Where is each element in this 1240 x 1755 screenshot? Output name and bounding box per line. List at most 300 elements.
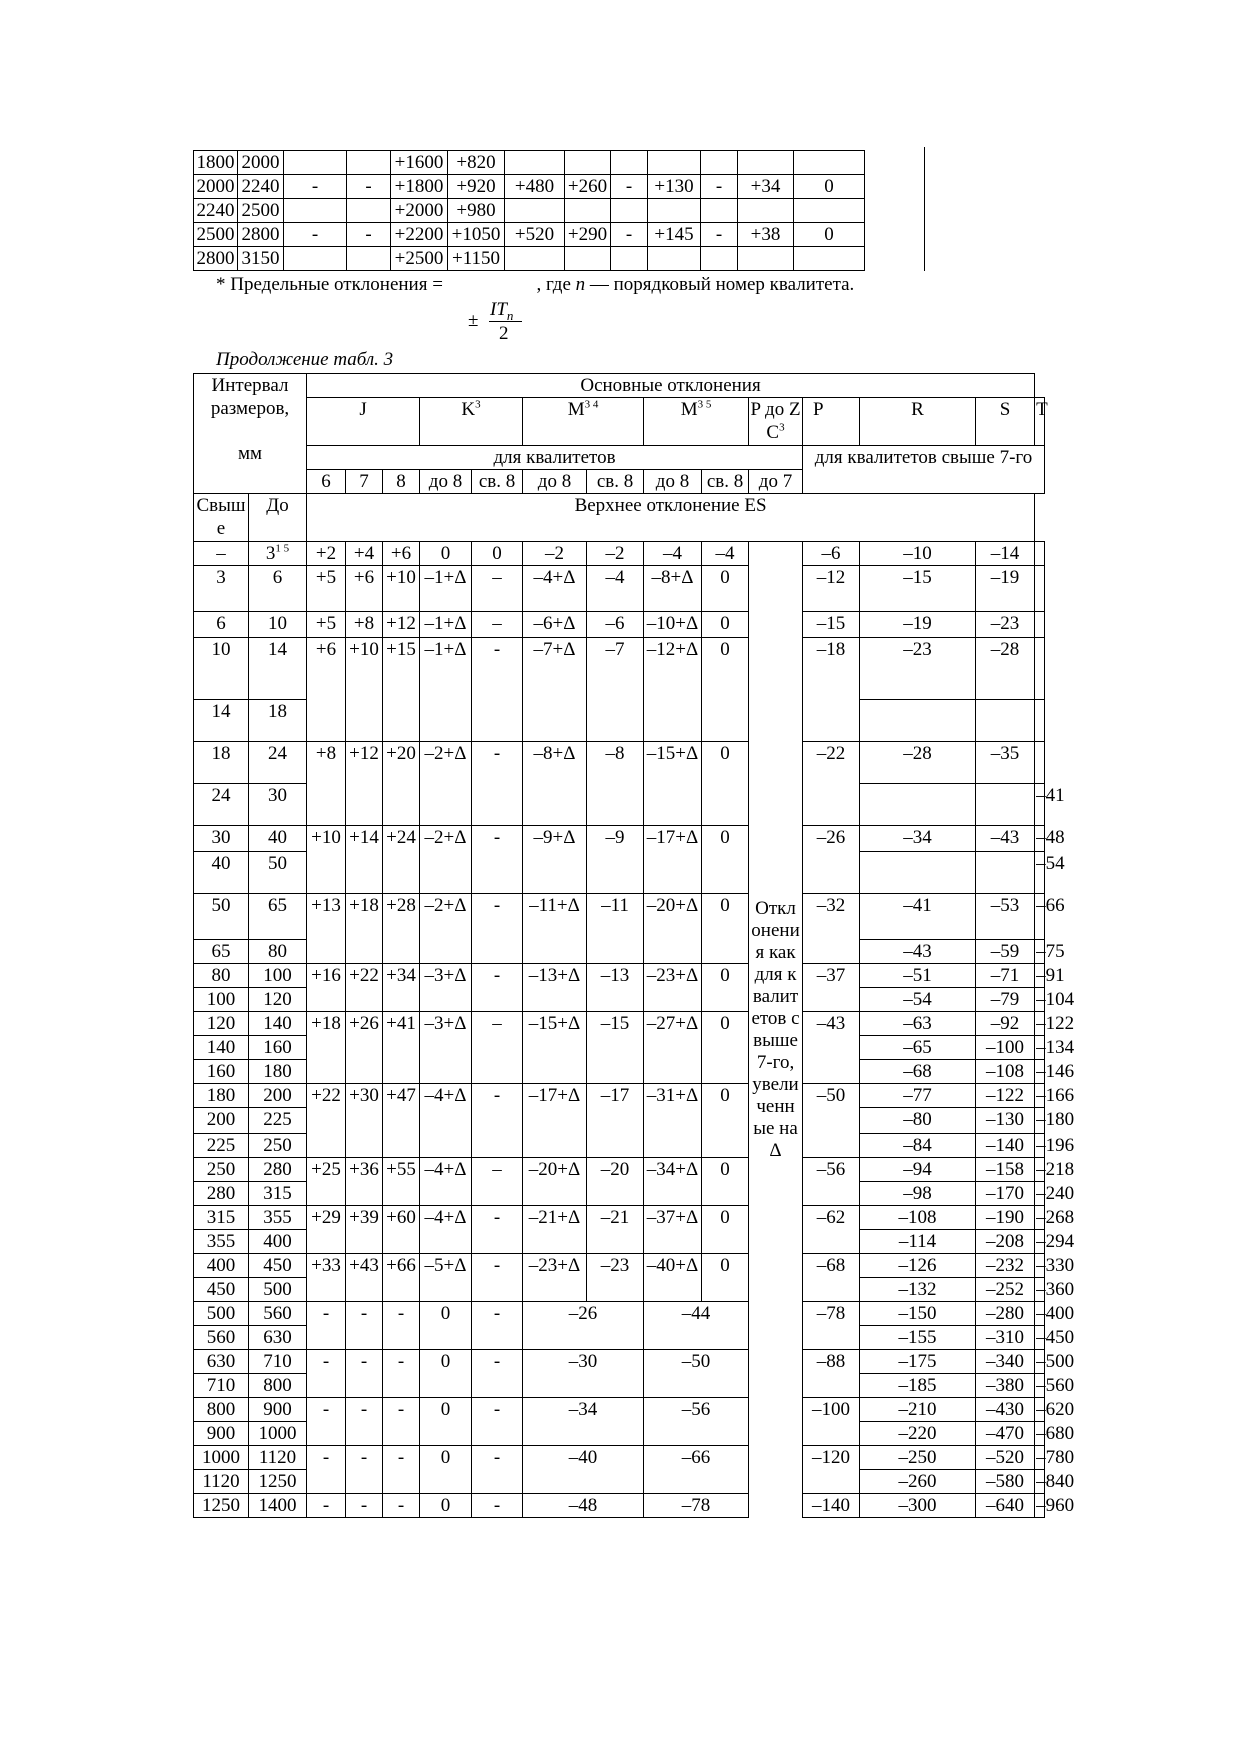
cell-to [249, 700, 307, 742]
cell-n2: 0 [702, 1206, 749, 1254]
cell-from: 710 [194, 1374, 249, 1398]
top-cell-to: 2500 [238, 199, 284, 223]
cell-from: 120 [194, 1012, 249, 1036]
top-cell-c10 [648, 151, 701, 175]
cell-k2: - [472, 1446, 523, 1494]
cell-to [249, 1060, 307, 1084]
cell-to-value: 200 [263, 1085, 292, 1106]
top-cell-c10: +145 [648, 223, 701, 247]
cell-from: 3 [194, 566, 249, 612]
cell-to-value: 710 [263, 1351, 292, 1372]
cell-j8: - [383, 1494, 420, 1518]
cell-to-value: 24 [268, 743, 287, 764]
cell-from: 100 [194, 988, 249, 1012]
cell-to [249, 784, 307, 826]
cell-n2: 0 [702, 1158, 749, 1206]
cell-r: –250 [860, 1446, 976, 1470]
top-cell-c7 [505, 199, 565, 223]
cell-to-value: 3 [265, 543, 276, 564]
col-m1-label: M [567, 399, 585, 420]
cell-m2: –23 [587, 1254, 644, 1302]
cell-to [249, 1494, 307, 1518]
cell-j7: +22 [346, 964, 383, 1012]
top-cell-c4: - [347, 175, 391, 199]
cell-n1: –31+Δ [644, 1084, 702, 1158]
cell-k1: –5+Δ [420, 1254, 472, 1302]
cell-s: –130 [976, 1108, 1035, 1134]
table-row [194, 638, 1045, 700]
cell-from: 10 [194, 638, 249, 700]
cell-j8: - [383, 1350, 420, 1398]
cell-k2: - [472, 1494, 523, 1518]
interval-label-3: мм [237, 443, 263, 464]
cell-m2: –11 [587, 894, 644, 964]
top-cell-c6: +820 [448, 151, 505, 175]
cell-j6: +5 [307, 566, 346, 612]
table-row [194, 1302, 1045, 1326]
cell-r: –80 [860, 1108, 976, 1134]
cell-r [860, 852, 976, 894]
formula-plus-minus: ± [468, 310, 479, 331]
cell-k2: 0 [472, 542, 523, 566]
cell-t: –780 [1036, 1447, 1075, 1468]
cell-to [249, 542, 307, 566]
cell-s: –520 [976, 1446, 1035, 1470]
cell-k2: - [472, 638, 523, 742]
cell-m-merged: –30 [523, 1350, 644, 1398]
cell-r: –175 [860, 1350, 976, 1374]
cell-m1: –13+Δ [523, 964, 587, 1012]
n-upto8-header: до 8 [644, 470, 702, 494]
cell-j7: +12 [346, 742, 383, 826]
cell-j6: - [307, 1494, 346, 1518]
cell-s [976, 784, 1035, 826]
cell-j7: - [346, 1494, 383, 1518]
top-cell-c9: - [611, 175, 648, 199]
cell-p: –32 [803, 894, 860, 964]
for-qualities-header: для квалитетов [307, 446, 803, 470]
cell-to-value: 800 [263, 1375, 292, 1396]
over-header: Свыше [194, 494, 249, 542]
cell-t: –196 [1036, 1135, 1075, 1156]
cell-j6: - [307, 1350, 346, 1398]
cell-s: –100 [976, 1036, 1035, 1060]
cell-r: –98 [860, 1182, 976, 1206]
cell-k1: 0 [420, 1494, 472, 1518]
top-cell-c11 [701, 151, 738, 175]
cell-r: –77 [860, 1084, 976, 1108]
cell-t: –54 [1035, 852, 1045, 894]
cell-s: –28 [976, 638, 1035, 700]
top-cell-c10 [648, 199, 701, 223]
cell-j6: +18 [307, 1012, 346, 1084]
cell-r: –10 [860, 542, 976, 566]
top-cell-to: 2240 [238, 175, 284, 199]
cell-t: –960 [1036, 1495, 1075, 1516]
cell-m2: –21 [587, 1206, 644, 1254]
cell-to-value: 1250 [258, 1471, 297, 1492]
cell-s: –23 [976, 612, 1035, 638]
cell-r: –34 [860, 826, 976, 852]
col-t-header: T [1035, 398, 1045, 446]
cell-k1: 0 [420, 1446, 472, 1494]
table-row [194, 1158, 1045, 1182]
top-cell-c3 [284, 151, 347, 175]
top-cell-to: 2000 [238, 151, 284, 175]
col-p-zc-sup: 3 [779, 421, 785, 434]
col-m2-sup: 3 5 [697, 398, 712, 411]
cell-t: –360 [1036, 1279, 1075, 1300]
cell-j7: +39 [346, 1206, 383, 1254]
cell-j8: +60 [383, 1206, 420, 1254]
cell-m2: –9 [587, 826, 644, 894]
cell-j8: +47 [383, 1084, 420, 1158]
col-r-header: R [860, 398, 976, 446]
cell-r [860, 784, 976, 826]
cell-k2: - [472, 964, 523, 1012]
table-row [194, 1012, 1045, 1036]
cell-from: 80 [194, 964, 249, 988]
cell-r: –65 [860, 1036, 976, 1060]
formula-it: IT [490, 299, 507, 320]
cell-to-value: 630 [263, 1327, 292, 1348]
col-p-zc-label: P до ZC [750, 399, 801, 443]
cell-n1: –12+Δ [644, 638, 702, 742]
top-table-row [194, 199, 929, 223]
cell-from: 225 [194, 1134, 249, 1158]
tolerance-formula [468, 296, 538, 348]
cell-t: –41 [1035, 784, 1045, 826]
cell-s: –79 [976, 988, 1035, 1012]
cell-to [249, 1012, 307, 1036]
top-cell-c7: +480 [505, 175, 565, 199]
cell-t: –218 [1036, 1159, 1075, 1180]
cell-p: –56 [803, 1158, 860, 1206]
cell-n2: –4 [702, 542, 749, 566]
cell-to-value: 40 [268, 827, 287, 848]
cell-to [249, 940, 307, 964]
top-cell-c10 [648, 247, 701, 271]
cell-from: 450 [194, 1278, 249, 1302]
cell-r: –63 [860, 1012, 976, 1036]
cell-to-sup: 1 5 [275, 542, 290, 555]
cell-p: –100 [803, 1398, 860, 1446]
cell-s: –43 [976, 826, 1035, 852]
cell-j8: +24 [383, 826, 420, 894]
top-cell-c5: +1800 [391, 175, 448, 199]
cell-p: –140 [803, 1494, 860, 1518]
cell-r: –185 [860, 1374, 976, 1398]
footnote-text-before: * Предельные отклонения = [216, 274, 443, 295]
cell-from: 900 [194, 1422, 249, 1446]
cell-to-value: 900 [263, 1399, 292, 1420]
cell-j8: +15 [383, 638, 420, 742]
cell-to [249, 566, 307, 612]
cell-n2: 0 [702, 1012, 749, 1084]
cell-p: –37 [803, 964, 860, 1012]
cell-k1: –1+Δ [420, 612, 472, 638]
cell-t [1035, 566, 1045, 612]
top-cell-c8 [565, 247, 611, 271]
cell-j7: +10 [346, 638, 383, 742]
cell-t: –134 [1036, 1037, 1075, 1058]
cell-s: –208 [976, 1230, 1035, 1254]
top-cell-c4 [347, 199, 391, 223]
cell-from: 1250 [194, 1494, 249, 1518]
cell-t [1035, 542, 1045, 566]
cell-r: –15 [860, 566, 976, 612]
cell-n1: –10+Δ [644, 612, 702, 638]
top-cell-c12 [738, 247, 794, 271]
top-cell-c7 [505, 151, 565, 175]
cell-k2: – [472, 1012, 523, 1084]
cell-to-value: 10 [268, 613, 287, 634]
top-deviation-table [193, 150, 929, 271]
cell-r: –108 [860, 1206, 976, 1230]
cell-j8: +6 [383, 542, 420, 566]
cell-t: –268 [1036, 1207, 1075, 1228]
cell-s: –640 [976, 1494, 1035, 1518]
top-cell-c9: - [611, 223, 648, 247]
merged-note: Отклонения как для квалитетов свыше 7-го, увеличенные на Δ [749, 542, 803, 1518]
table-row [194, 964, 1045, 988]
cell-s: –53 [976, 894, 1035, 940]
cell-j6: +13 [307, 894, 346, 964]
top-cell-c12: +38 [738, 223, 794, 247]
cell-j7: +4 [346, 542, 383, 566]
cell-from: 6 [194, 612, 249, 638]
cell-n-merged: –50 [644, 1350, 749, 1398]
cell-j7: +36 [346, 1158, 383, 1206]
table-row [194, 1446, 1045, 1470]
cell-k2: - [472, 742, 523, 826]
top-cell-c12 [738, 199, 794, 223]
cell-to-value: 400 [263, 1231, 292, 1252]
col-j-header: J [307, 398, 420, 446]
cell-k2: – [472, 566, 523, 612]
cell-s [976, 852, 1035, 894]
cell-to [249, 826, 307, 852]
table-row [194, 566, 1045, 612]
cell-j8: - [383, 1398, 420, 1446]
top-cell-c3: - [284, 223, 347, 247]
top-cell-c4 [347, 151, 391, 175]
table-row [194, 742, 1045, 784]
cell-n1: –23+Δ [644, 964, 702, 1012]
top-cell-c13 [794, 199, 865, 223]
k-upto8-header: до 8 [420, 470, 472, 494]
cell-n2: 0 [702, 612, 749, 638]
cell-m2: –15 [587, 1012, 644, 1084]
cell-t: –330 [1036, 1255, 1075, 1276]
cell-j7: - [346, 1302, 383, 1350]
cell-to [249, 894, 307, 940]
m-upto8-header: до 8 [523, 470, 587, 494]
top-cell-c6: +920 [448, 175, 505, 199]
cell-r: –28 [860, 742, 976, 784]
cell-j6: +22 [307, 1084, 346, 1158]
top-cell-from: 2000 [194, 175, 238, 199]
cell-t: –294 [1036, 1231, 1075, 1252]
cell-to-value: 120 [263, 989, 292, 1010]
cell-from: 40 [194, 852, 249, 894]
cell-to-value: 65 [268, 895, 287, 916]
top-cell-c5: +1600 [391, 151, 448, 175]
cell-from: 315 [194, 1206, 249, 1230]
cell-r: –68 [860, 1060, 976, 1084]
cell-s: –340 [976, 1350, 1035, 1374]
cell-from: 250 [194, 1158, 249, 1182]
cell-t: –91 [1036, 965, 1065, 986]
cell-p: –78 [803, 1302, 860, 1350]
cell-to-value: 225 [263, 1109, 292, 1130]
footnote [216, 273, 854, 296]
cell-t: –122 [1036, 1013, 1075, 1034]
cell-s: –14 [976, 542, 1035, 566]
top-cell-c7: +520 [505, 223, 565, 247]
cell-to-value: 100 [263, 965, 292, 986]
cell-j8: +34 [383, 964, 420, 1012]
cell-t [1035, 742, 1045, 784]
top-cell-to: 3150 [238, 247, 284, 271]
pzc-upto7-header: до 7 [749, 470, 803, 494]
cell-t: –680 [1036, 1423, 1075, 1444]
cell-to [249, 1158, 307, 1182]
cell-to [249, 964, 307, 988]
cell-n1: –4 [644, 542, 702, 566]
cell-m-merged: –34 [523, 1398, 644, 1446]
cell-from: 560 [194, 1326, 249, 1350]
cell-m1: –17+Δ [523, 1084, 587, 1158]
upper-es-header: Верхнее отклонение ES [307, 494, 1035, 542]
cell-j8: +20 [383, 742, 420, 826]
cell-r: –23 [860, 638, 976, 700]
cell-to [249, 1374, 307, 1398]
cell-t: –166 [1036, 1085, 1075, 1106]
cell-to-value: 80 [268, 941, 287, 962]
cell-t: –75 [1036, 941, 1065, 962]
cell-from: 280 [194, 1182, 249, 1206]
formula-sub-n: n [506, 307, 514, 323]
cell-n1: –27+Δ [644, 1012, 702, 1084]
col-p-header: P [803, 398, 860, 446]
cell-m2: –7 [587, 638, 644, 742]
cell-from: 160 [194, 1060, 249, 1084]
top-cell-c3 [284, 247, 347, 271]
cell-p: –22 [803, 742, 860, 826]
cell-s: –158 [976, 1158, 1035, 1182]
cell-s: –92 [976, 1012, 1035, 1036]
col-s-header: S [976, 398, 1035, 446]
col-k-header [420, 398, 523, 446]
cell-from: 200 [194, 1108, 249, 1134]
cell-to-value: 1400 [258, 1495, 297, 1516]
cell-j8: +55 [383, 1158, 420, 1206]
footnote-var-n: n [575, 274, 586, 295]
cell-j6: +16 [307, 964, 346, 1012]
cell-m2: –20 [587, 1158, 644, 1206]
cell-r: –126 [860, 1254, 976, 1278]
table-row [194, 894, 1045, 940]
cell-to [249, 1036, 307, 1060]
table-row [194, 1350, 1045, 1374]
cell-p: –26 [803, 826, 860, 894]
top-table-row [194, 175, 929, 199]
cell-m1: –2 [523, 542, 587, 566]
cell-k1: –4+Δ [420, 1206, 472, 1254]
cell-s: –310 [976, 1326, 1035, 1350]
cell-r: –150 [860, 1302, 976, 1326]
top-cell-c11: - [701, 175, 738, 199]
cell-j6: +5 [307, 612, 346, 638]
cell-m1: –8+Δ [523, 742, 587, 826]
cell-r: –155 [860, 1326, 976, 1350]
cell-from: 65 [194, 940, 249, 964]
cell-to-value: 500 [263, 1279, 292, 1300]
cell-from: 800 [194, 1398, 249, 1422]
cell-r: –132 [860, 1278, 976, 1302]
cell-r [860, 700, 976, 742]
col-m2-label: M [680, 399, 698, 420]
cell-to [249, 1084, 307, 1108]
top-cell-c4 [347, 247, 391, 271]
top-cell-c8: +290 [565, 223, 611, 247]
cell-r: –114 [860, 1230, 976, 1254]
top-cell-c3: - [284, 175, 347, 199]
cell-m1: –23+Δ [523, 1254, 587, 1302]
cell-m1: –9+Δ [523, 826, 587, 894]
cell-k2: - [472, 1206, 523, 1254]
cell-to [249, 1254, 307, 1278]
cell-n1: –40+Δ [644, 1254, 702, 1302]
cell-r: –220 [860, 1422, 976, 1446]
cell-t [1035, 638, 1045, 700]
top-cell-c8: +260 [565, 175, 611, 199]
cell-m2: –6 [587, 612, 644, 638]
cell-m2: –17 [587, 1084, 644, 1158]
cell-to-value: 315 [263, 1183, 292, 1204]
interval-label-1: Интервал [211, 375, 289, 396]
cell-j7: - [346, 1446, 383, 1494]
cell-k2: - [472, 1084, 523, 1158]
top-cell-c12: +34 [738, 175, 794, 199]
cell-j6: +29 [307, 1206, 346, 1254]
cell-n-merged: –56 [644, 1398, 749, 1446]
top-cell-from: 2240 [194, 199, 238, 223]
interval-label-2: размеров, [210, 398, 290, 419]
cell-t: –400 [1036, 1303, 1075, 1324]
table-row [194, 1206, 1045, 1230]
cell-to-value: 160 [263, 1037, 292, 1058]
cell-j8: - [383, 1302, 420, 1350]
cell-r: –54 [860, 988, 976, 1012]
cell-k1: 0 [420, 1302, 472, 1350]
cell-j7: - [346, 1350, 383, 1398]
cell-n2: 0 [702, 1254, 749, 1302]
cell-from: 50 [194, 894, 249, 940]
cell-s: –252 [976, 1278, 1035, 1302]
top-cell-c13: 0 [794, 223, 865, 247]
cell-n2: 0 [702, 742, 749, 826]
top-cell-from: 2500 [194, 223, 238, 247]
top-table-right-rule [924, 147, 925, 271]
cell-m-merged: –40 [523, 1446, 644, 1494]
col-p-zc-header [749, 398, 803, 446]
top-cell-c13: 0 [794, 175, 865, 199]
cell-to [249, 1278, 307, 1302]
top-cell-to: 2800 [238, 223, 284, 247]
cell-m1: –15+Δ [523, 1012, 587, 1084]
